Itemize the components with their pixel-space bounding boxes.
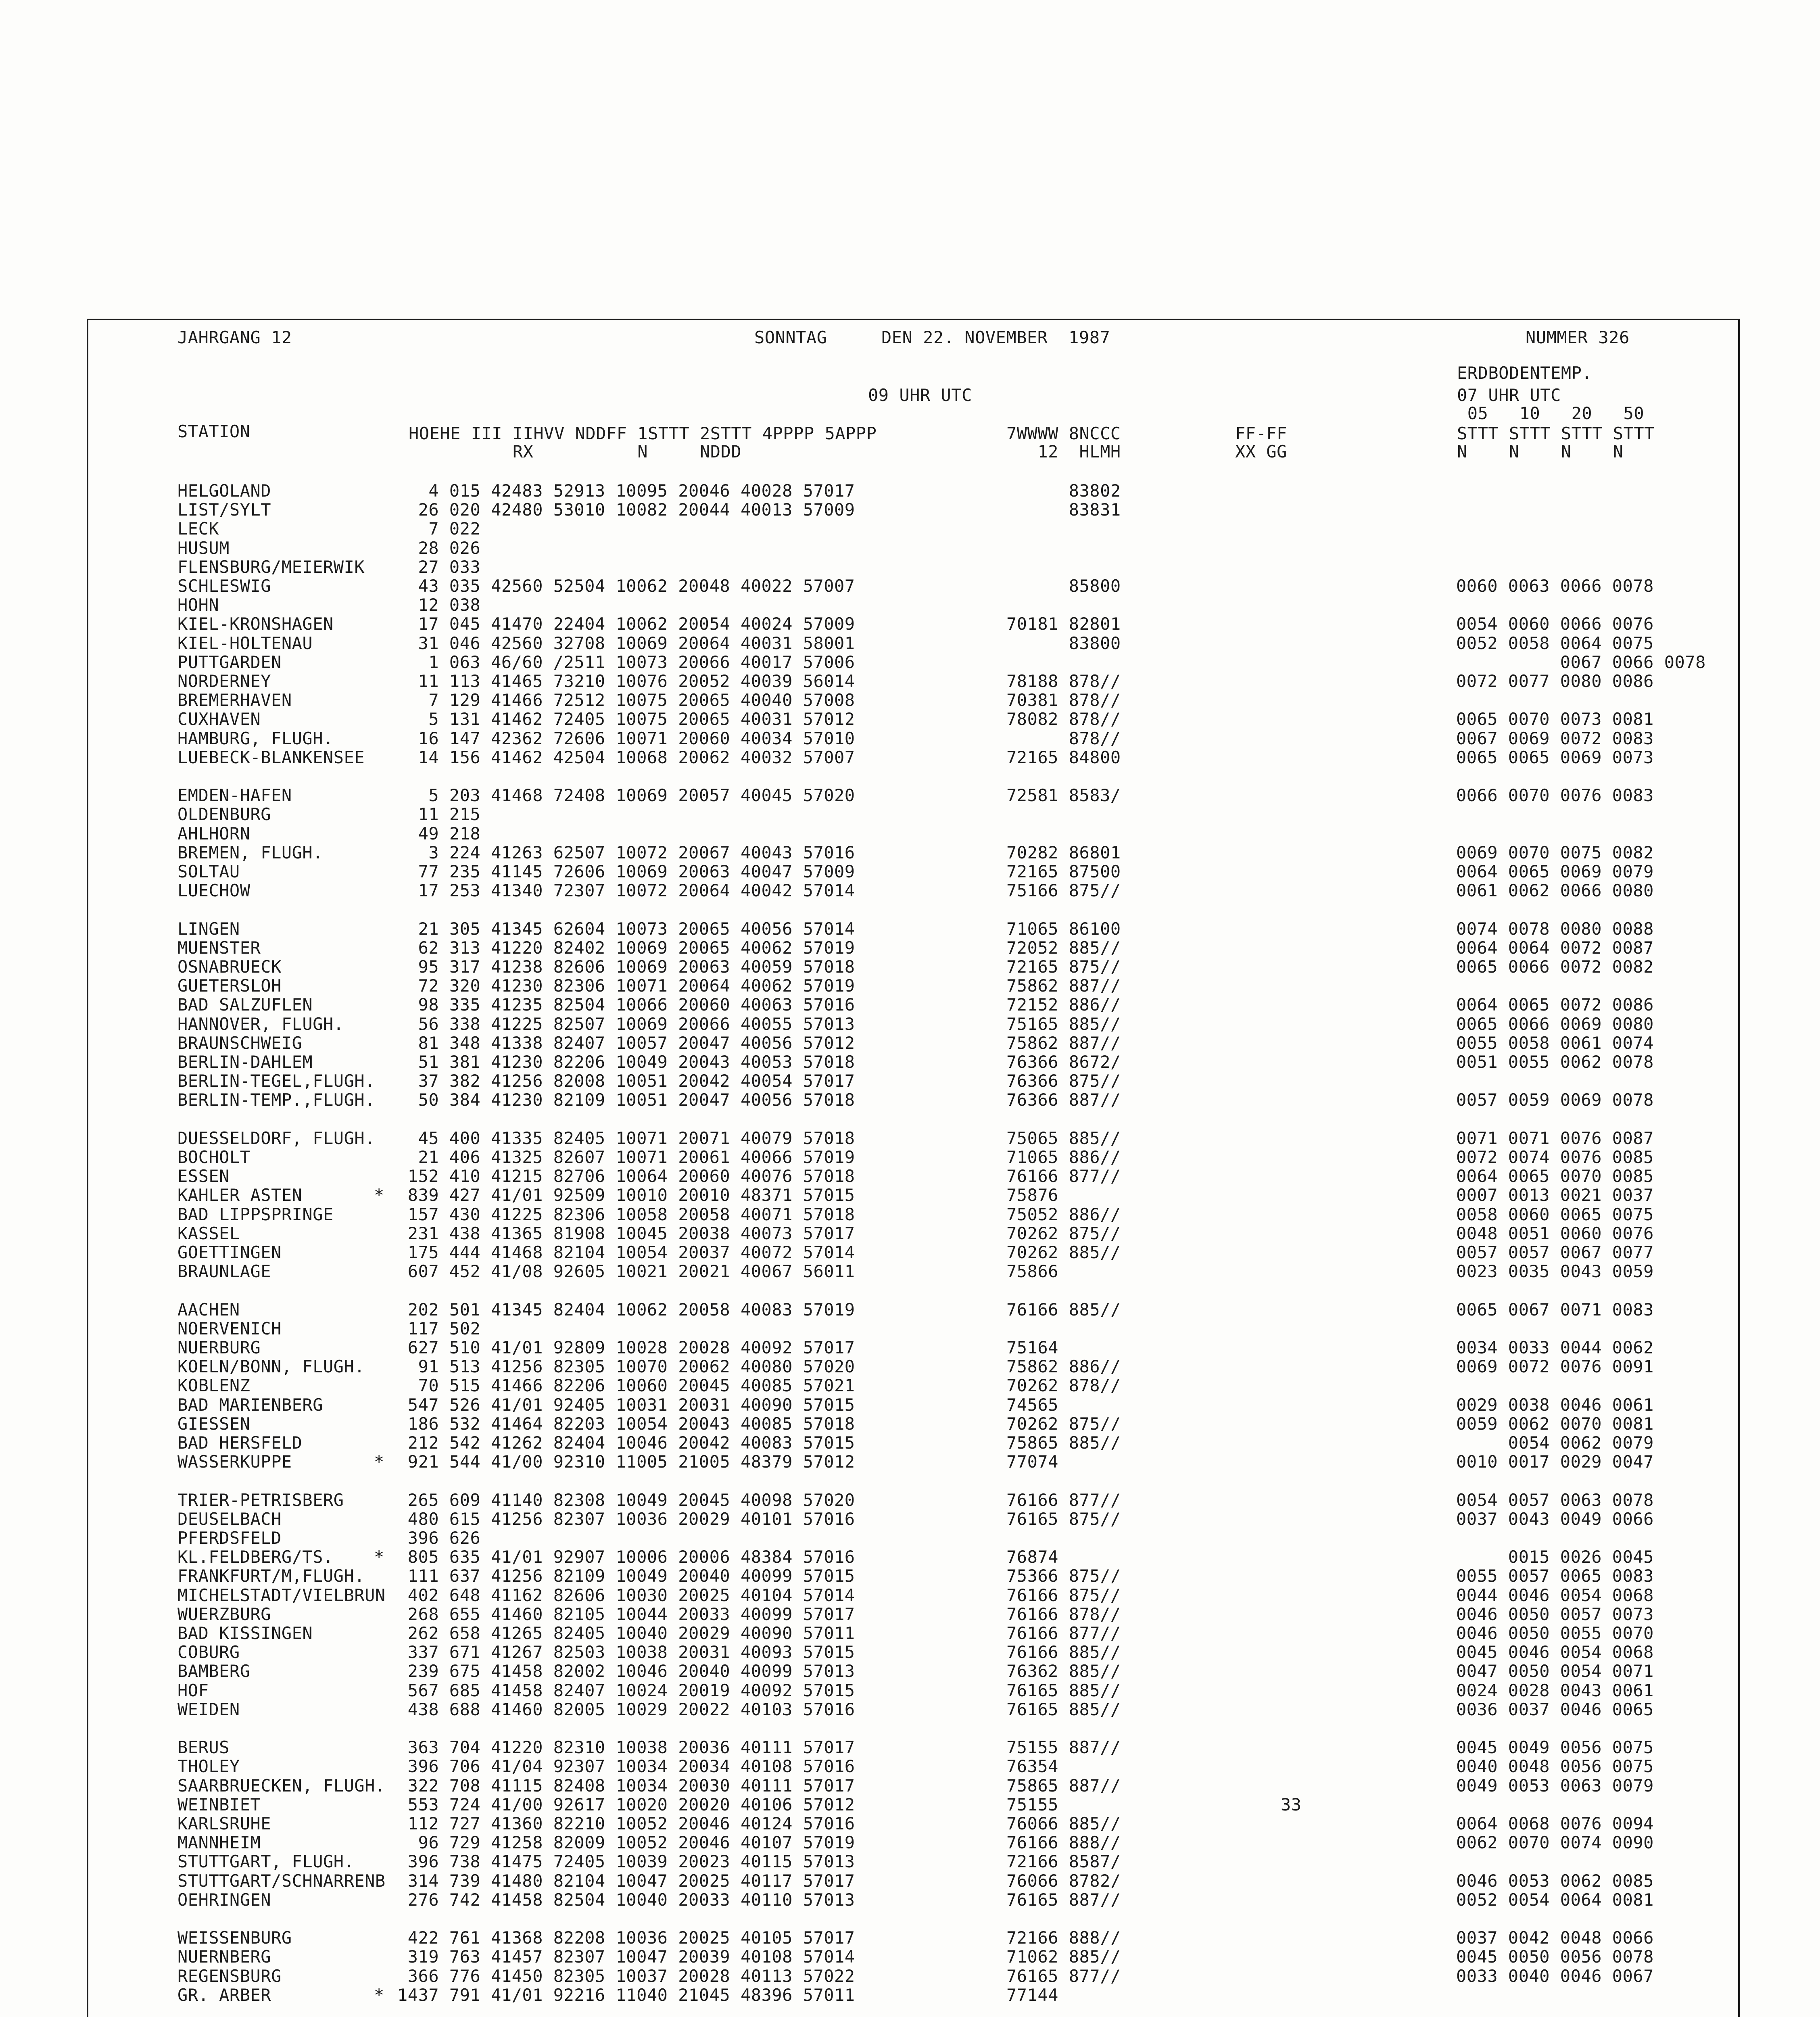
soil-temps: 0054 0062 0079 (1456, 1433, 1654, 1453)
weather-code: 75865 887// (1006, 1775, 1121, 1796)
soil-temps: 0044 0046 0054 0068 (1456, 1585, 1654, 1605)
obs-values: 175 444 41468 82104 10054 20037 40072 57014 (397, 1242, 855, 1262)
soil-temps: 0065 0066 0069 0080 (1456, 1014, 1654, 1034)
obs-values: 422 761 41368 82208 10036 20025 40105 57017 (397, 1928, 855, 1948)
weather-code: 75862 886// (1006, 1357, 1121, 1377)
weather-code: 76366 875// (1006, 1071, 1121, 1091)
obs-values: 17 253 41340 72307 10072 20064 40042 57014 (397, 881, 855, 901)
obs-values: 265 609 41140 82308 10049 20045 40098 57020 (397, 1490, 855, 1510)
obs-values: 27 033 (397, 557, 481, 577)
station-name: FRANKFURT/M,FLUGH. (177, 1566, 365, 1586)
station-name: TRIER-PETRISBERG (177, 1490, 344, 1510)
weather-code: 75166 875// (1006, 881, 1121, 901)
station-name: KASSEL (177, 1223, 240, 1243)
station-name: BRAUNLAGE (177, 1261, 271, 1282)
weather-code: 78188 878// (1006, 671, 1121, 691)
station-name: HOHN (177, 595, 219, 615)
soil-temps: 0054 0060 0066 0076 (1456, 614, 1654, 634)
soil-temps: 0061 0062 0066 0080 (1456, 881, 1654, 901)
obs-values: 1437 791 41/01 92216 11040 21045 48396 57011 (397, 1985, 855, 2005)
weather-code: 75155 (1006, 1794, 1058, 1814)
weather-code: 83800 (1006, 633, 1121, 653)
obs-values: 396 706 41/04 92307 10034 20034 40108 57016 (397, 1756, 855, 1777)
weather-code: 76362 885// (1006, 1661, 1121, 1681)
station-name: BERLIN-TEMP.,FLUGH. (177, 1090, 375, 1110)
soil-temps: 0065 0070 0073 0081 (1456, 709, 1654, 729)
weather-code: 76165 875// (1006, 1509, 1121, 1529)
gust-value: 33 (1281, 1794, 1302, 1814)
soil-temps: 0062 0070 0074 0090 (1456, 1833, 1654, 1853)
obs-values: 319 763 41457 82307 10047 20039 40108 57014 (397, 1947, 855, 1967)
soil-temps: 0049 0053 0063 0079 (1456, 1775, 1654, 1796)
station-name: WEIDEN (177, 1699, 240, 1719)
weather-code: 83831 (1006, 500, 1121, 520)
obs-values: 91 513 41256 82305 10070 20062 40080 57020 (397, 1357, 855, 1377)
station-name: BRAUNSCHWEIG (177, 1033, 303, 1053)
soil-codes-header: STTT STTT STTT STTT (1457, 424, 1655, 443)
soil-temps: 0058 0060 0065 0075 (1456, 1204, 1654, 1224)
obs-values: 231 438 41365 81908 10045 20038 40073 57017 (397, 1223, 855, 1243)
station-name: WASSERKUPPE (177, 1452, 292, 1472)
mountain-marker: * (374, 1985, 384, 2005)
weather-code: 85800 (1006, 576, 1121, 596)
obs-values: 553 724 41/00 92617 10020 20020 40106 57012 (397, 1794, 855, 1814)
weather-code: 75862 887// (1006, 976, 1121, 996)
soil-temps: 0065 0066 0072 0082 (1456, 957, 1654, 977)
soil-temps: 0055 0057 0065 0083 (1456, 1566, 1654, 1586)
station-name: DUESSELDORF, FLUGH. (177, 1128, 375, 1148)
weather-columns-subheader: 12 HLMH (1006, 442, 1121, 461)
soil-temps: 0064 0065 0072 0086 (1456, 995, 1654, 1015)
station-name: STUTTGART, FLUGH. (177, 1852, 355, 1872)
station-name: ESSEN (177, 1166, 230, 1186)
obs-values: 11 113 41465 73210 10076 20052 40039 56014 (397, 671, 855, 691)
obs-values: 21 305 41345 62604 10073 20065 40056 57014 (397, 919, 855, 939)
weather-code: 70262 885// (1006, 1242, 1121, 1262)
weather-code: 76165 885// (1006, 1699, 1121, 1719)
station-name: LUECHOW (177, 881, 250, 901)
obs-values: 627 510 41/01 92809 10028 20028 40092 57017 (397, 1338, 855, 1357)
station-name: LINGEN (177, 919, 240, 939)
weather-code: 72581 8583/ (1006, 785, 1121, 806)
obs-values: 276 742 41458 82504 10040 20033 40110 57013 (397, 1890, 855, 1910)
soil-depths: 05 10 20 50 (1457, 403, 1645, 423)
obs-values: 366 776 41450 82305 10037 20028 40113 57022 (397, 1966, 855, 1986)
obs-values: 607 452 41/08 92605 10021 20021 40067 56011 (397, 1261, 855, 1282)
weather-code: 71062 885// (1006, 1947, 1121, 1967)
weather-code: 78082 878// (1006, 709, 1121, 729)
weather-code: 75366 875// (1006, 1566, 1121, 1586)
soil-temps: 0059 0062 0070 0081 (1456, 1414, 1654, 1434)
obs-values: 805 635 41/01 92907 10006 20006 48384 57016 (397, 1547, 855, 1567)
soil-temps: 0048 0051 0060 0076 (1456, 1223, 1654, 1243)
station-name: HUSUM (177, 538, 230, 558)
soil-temps: 0057 0057 0067 0077 (1456, 1242, 1654, 1262)
weather-code: 76166 877// (1006, 1490, 1121, 1510)
obs-values: 239 675 41458 82002 10046 20040 40099 57013 (397, 1661, 855, 1681)
station-name: GR. ARBER (177, 1985, 271, 2005)
obs-values: 95 317 41238 82606 10069 20063 40059 57018 (397, 957, 855, 977)
station-name: BAMBERG (177, 1661, 250, 1681)
obs-values: 45 400 41335 82405 10071 20071 40079 57018 (397, 1128, 855, 1148)
obs-values: 363 704 41220 82310 10038 20036 40111 57017 (397, 1737, 855, 1758)
station-name: FLENSBURG/MEIERWIK (177, 557, 365, 577)
station-name: NORDERNEY (177, 671, 271, 691)
obs-values: 5 203 41468 72408 10069 20057 40045 57020 (397, 785, 855, 806)
station-name: DEUSELBACH (177, 1509, 282, 1529)
weather-code: 75065 885// (1006, 1128, 1121, 1148)
weather-code: 76066 8782/ (1006, 1871, 1121, 1891)
weather-code: 70262 878// (1006, 1376, 1121, 1396)
weather-code: 72166 8587/ (1006, 1852, 1121, 1872)
station-name: BOCHOLT (177, 1147, 250, 1167)
station-name: STUTTGART/SCHNARRENB (177, 1871, 386, 1891)
obs-values: 112 727 41360 82210 10052 20046 40124 57016 (397, 1814, 855, 1833)
soil-temps: 0015 0026 0045 (1456, 1547, 1654, 1567)
obs-values: 438 688 41460 82005 10029 20022 40103 57016 (397, 1699, 855, 1719)
obs-values: 4 015 42483 52913 10095 20046 40028 57017 (397, 481, 855, 501)
weather-code: 76165 885// (1006, 1680, 1121, 1700)
station-name: HOF (177, 1680, 209, 1700)
weather-code: 75862 887// (1006, 1033, 1121, 1053)
soil-temps: 0057 0059 0069 0078 (1456, 1090, 1654, 1110)
soil-temps: 0047 0050 0054 0071 (1456, 1661, 1654, 1681)
station-name: HELGOLAND (177, 481, 271, 501)
station-name: LECK (177, 519, 219, 539)
weather-code: 76366 8672/ (1006, 1052, 1121, 1072)
station-name: OLDENBURG (177, 804, 271, 825)
weather-code: 76354 (1006, 1756, 1058, 1777)
weather-code: 72165 87500 (1006, 862, 1121, 881)
obs-values: 12 038 (397, 595, 481, 615)
soil-temp-time: 07 UHR UTC (1457, 385, 1561, 405)
soil-temps: 0040 0048 0056 0075 (1456, 1756, 1654, 1777)
obs-values: 17 045 41470 22404 10062 20054 40024 57009 (397, 614, 855, 634)
station-name: SCHLESWIG (177, 576, 271, 596)
obs-values: 11 215 (397, 804, 481, 825)
obs-values: 839 427 41/01 92509 10010 20010 48371 57015 (397, 1185, 855, 1205)
main-columns-header: HOEHE III IIHVV NDDFF 1STTT 2STTT 4PPPP 5APPP (409, 424, 877, 443)
soil-temps: 0060 0063 0066 0078 (1456, 576, 1654, 596)
station-name: GIESSEN (177, 1414, 250, 1434)
station-name: BREMERHAVEN (177, 690, 292, 710)
soil-temps: 0052 0058 0064 0075 (1456, 633, 1654, 653)
weather-code: 71065 886// (1006, 1147, 1121, 1167)
station-name: SOLTAU (177, 862, 240, 881)
obs-values: 186 532 41464 82203 10054 20043 40085 57018 (397, 1414, 855, 1434)
obs-values: 322 708 41115 82408 10034 20030 40111 57017 (397, 1775, 855, 1796)
observation-time: 09 UHR UTC (868, 385, 972, 405)
soil-temps: 0072 0077 0080 0086 (1456, 671, 1654, 691)
station-name: LIST/SYLT (177, 500, 271, 520)
obs-values: 396 626 (397, 1528, 481, 1548)
weather-columns-header: 7WWWW 8NCCC (1006, 424, 1121, 443)
station-name: GUETERSLOH (177, 976, 282, 996)
station-name: GOETTINGEN (177, 1242, 282, 1262)
weather-code: 75165 885// (1006, 1014, 1121, 1034)
soil-temps: 0052 0054 0064 0081 (1456, 1890, 1654, 1910)
soil-temps: 0074 0078 0080 0088 (1456, 919, 1654, 939)
weather-code: 76166 875// (1006, 1585, 1121, 1605)
station-header: STATION (177, 422, 250, 441)
soil-temps: 0010 0017 0029 0047 (1456, 1452, 1654, 1472)
weather-code: 70262 875// (1006, 1223, 1121, 1243)
soil-temps: 0067 0066 0078 (1456, 652, 1706, 672)
obs-values: 7 022 (397, 519, 481, 539)
obs-values: 37 382 41256 82008 10051 20042 40054 57017 (397, 1071, 855, 1091)
weather-code: 72152 886// (1006, 995, 1121, 1015)
station-name: KOBLENZ (177, 1376, 250, 1396)
soil-temps: 0064 0065 0070 0085 (1456, 1166, 1654, 1186)
weather-code: 74565 (1006, 1395, 1058, 1415)
weather-code: 76166 877// (1006, 1166, 1121, 1186)
obs-values: 51 381 41230 82206 10049 20043 40053 57018 (397, 1052, 855, 1072)
obs-values: 402 648 41162 82606 10030 20025 40104 57014 (397, 1585, 855, 1605)
station-name: KIEL-HOLTENAU (177, 633, 313, 653)
obs-values: 49 218 (397, 823, 481, 844)
weather-code: 76166 885// (1006, 1299, 1121, 1320)
station-name: REGENSBURG (177, 1966, 282, 1986)
obs-values: 480 615 41256 82307 10036 20029 40101 57016 (397, 1509, 855, 1529)
obs-values: 547 526 41/01 92405 10031 20031 40090 57015 (397, 1395, 855, 1415)
weather-code: 76166 878// (1006, 1604, 1121, 1624)
station-name: PFERDSFELD (177, 1528, 282, 1548)
wind-gust-subheader: XX GG (1235, 442, 1287, 461)
station-name: BERLIN-TEGEL,FLUGH. (177, 1071, 375, 1091)
station-name: NOERVENICH (177, 1318, 282, 1338)
soil-temps: 0067 0069 0072 0083 (1456, 728, 1654, 748)
soil-temps: 0046 0050 0057 0073 (1456, 1604, 1654, 1624)
station-name: BERLIN-DAHLEM (177, 1052, 313, 1072)
weather-code: 72166 888// (1006, 1928, 1121, 1948)
station-name: EMDEN-HAFEN (177, 785, 292, 806)
soil-temps: 0069 0072 0076 0091 (1456, 1357, 1654, 1377)
station-name: KIEL-KRONSHAGEN (177, 614, 334, 634)
weather-code: 76166 877// (1006, 1623, 1121, 1643)
weather-code: 76166 888// (1006, 1833, 1121, 1853)
weather-code: 72165 84800 (1006, 747, 1121, 767)
station-name: SAARBRUECKEN, FLUGH. (177, 1775, 386, 1796)
obs-values: 1 063 46/60 /2511 10073 20066 40017 57006 (397, 652, 855, 672)
obs-values: 202 501 41345 82404 10062 20058 40083 57019 (397, 1299, 855, 1320)
obs-values: 81 348 41338 82407 10057 20047 40056 57012 (397, 1033, 855, 1053)
soil-temps: 0037 0042 0048 0066 (1456, 1928, 1654, 1948)
weather-code: 76165 887// (1006, 1890, 1121, 1910)
obs-values: 26 020 42480 53010 10082 20044 40013 57009 (397, 500, 855, 520)
weather-code: 76066 885// (1006, 1814, 1121, 1833)
soil-temps: 0033 0040 0046 0067 (1456, 1966, 1654, 1986)
weather-code: 72165 875// (1006, 957, 1121, 977)
obs-values: 567 685 41458 82407 10024 20019 40092 57015 (397, 1680, 855, 1700)
station-name: BAD LIPPSPRINGE (177, 1204, 334, 1224)
soil-temps: 0069 0070 0075 0082 (1456, 842, 1654, 862)
station-name: WEISSENBURG (177, 1928, 292, 1948)
weather-code: 878// (1006, 728, 1121, 748)
weather-code: 77144 (1006, 1985, 1058, 2005)
station-name: THOLEY (177, 1756, 240, 1777)
weather-code: 70282 86801 (1006, 842, 1121, 862)
station-name: KL.FELDBERG/TS. (177, 1547, 334, 1567)
obs-values: 3 224 41263 62507 10072 20067 40043 57016 (397, 842, 855, 862)
soil-temps: 0046 0050 0055 0070 (1456, 1623, 1654, 1643)
weather-code: 75164 (1006, 1338, 1058, 1357)
station-name: WEINBIET (177, 1794, 261, 1814)
soil-temps: 0007 0013 0021 0037 (1456, 1185, 1654, 1205)
weather-code: 76874 (1006, 1547, 1058, 1567)
soil-temps: 0064 0065 0069 0079 (1456, 862, 1654, 881)
obs-values: 921 544 41/00 92310 11005 21005 48379 57012 (397, 1452, 855, 1472)
obs-values: 70 515 41466 82206 10060 20045 40085 57021 (397, 1376, 855, 1396)
soil-temps: 0037 0043 0049 0066 (1456, 1509, 1654, 1529)
soil-temps: 0023 0035 0043 0059 (1456, 1261, 1654, 1282)
soil-temps: 0064 0064 0072 0087 (1456, 938, 1654, 958)
obs-values: 28 026 (397, 538, 481, 558)
station-name: BREMEN, FLUGH. (177, 842, 324, 862)
soil-temps: 0065 0067 0071 0083 (1456, 1299, 1654, 1320)
weather-code: 76165 877// (1006, 1966, 1121, 1986)
weather-code: 76166 885// (1006, 1642, 1121, 1662)
soil-temps: 0029 0038 0046 0061 (1456, 1395, 1654, 1415)
soil-temps: 0064 0068 0076 0094 (1456, 1814, 1654, 1833)
weather-code: 77074 (1006, 1452, 1058, 1472)
station-name: HANNOVER, FLUGH. (177, 1014, 344, 1034)
obs-values: 396 738 41475 72405 10039 20023 40115 57013 (397, 1852, 855, 1872)
weather-code: 70381 878// (1006, 690, 1121, 710)
soil-temp-title: ERDBODENTEMP. (1457, 363, 1592, 383)
station-name: WUERZBURG (177, 1604, 271, 1624)
obs-values: 56 338 41225 82507 10069 20066 40055 57013 (397, 1014, 855, 1034)
obs-values: 337 671 41267 82503 10038 20031 40093 57015 (397, 1642, 855, 1662)
obs-values: 5 131 41462 72405 10075 20065 40031 57012 (397, 709, 855, 729)
station-name: BAD KISSINGEN (177, 1623, 313, 1643)
main-columns-subheader: RX N NDDD (409, 442, 742, 461)
obs-values: 111 637 41256 82109 10049 20040 40099 57015 (397, 1566, 855, 1586)
station-name: HAMBURG, FLUGH. (177, 728, 334, 748)
station-name: CUXHAVEN (177, 709, 261, 729)
weather-code: 70262 875// (1006, 1414, 1121, 1434)
soil-temps: 0034 0033 0044 0062 (1456, 1338, 1654, 1357)
obs-values: 43 035 42560 52504 10062 20048 40022 57007 (397, 576, 855, 596)
station-name: MANNHEIM (177, 1833, 261, 1853)
obs-values: 268 655 41460 82105 10044 20033 40099 57017 (397, 1604, 855, 1624)
station-name: AACHEN (177, 1299, 240, 1320)
obs-values: 14 156 41462 42504 10068 20062 40032 57007 (397, 747, 855, 767)
obs-values: 314 739 41480 82104 10047 20025 40117 57017 (397, 1871, 855, 1891)
station-name: BAD HERSFELD (177, 1433, 303, 1453)
station-name: AHLHORN (177, 823, 250, 844)
soil-codes-subheader: N N N N (1457, 442, 1624, 461)
station-name: OSNABRUECK (177, 957, 282, 977)
station-name: OEHRINGEN (177, 1890, 271, 1910)
mountain-marker: * (374, 1452, 384, 1472)
station-name: NUERBURG (177, 1338, 261, 1357)
soil-temps: 0045 0049 0056 0075 (1456, 1737, 1654, 1758)
soil-temps: 0072 0074 0076 0085 (1456, 1147, 1654, 1167)
soil-temps: 0065 0065 0069 0073 (1456, 747, 1654, 767)
station-name: LUEBECK-BLANKENSEE (177, 747, 365, 767)
weather-code: 83802 (1006, 481, 1121, 501)
soil-temps: 0036 0037 0046 0065 (1456, 1699, 1654, 1719)
obs-values: 21 406 41325 82607 10071 20061 40066 57019 (397, 1147, 855, 1167)
obs-values: 157 430 41225 82306 10058 20058 40071 57018 (397, 1204, 855, 1224)
day-label: SONNTAG (754, 328, 827, 347)
weather-code: 71065 86100 (1006, 919, 1121, 939)
station-name: COBURG (177, 1642, 240, 1662)
obs-values: 117 502 (397, 1318, 481, 1338)
obs-values: 72 320 41230 82306 10071 20064 40062 57019 (397, 976, 855, 996)
wind-gust-header: FF-FF (1235, 424, 1287, 443)
station-name: KAHLER ASTEN (177, 1185, 303, 1205)
obs-values: 152 410 41215 82706 10064 20060 40076 57018 (397, 1166, 855, 1186)
station-name: BERUS (177, 1737, 230, 1758)
soil-temps: 0055 0058 0061 0074 (1456, 1033, 1654, 1053)
obs-values: 62 313 41220 82402 10069 20065 40062 57019 (397, 938, 855, 958)
obs-values: 31 046 42560 32708 10069 20064 40031 58001 (397, 633, 855, 653)
obs-values: 7 129 41466 72512 10075 20065 40040 57008 (397, 690, 855, 710)
mountain-marker: * (374, 1547, 384, 1567)
weather-code: 70181 82801 (1006, 614, 1121, 634)
weather-code: 75052 886// (1006, 1204, 1121, 1224)
station-name: BAD SALZUFLEN (177, 995, 313, 1015)
soil-temps: 0066 0070 0076 0083 (1456, 785, 1654, 806)
station-name: KOELN/BONN, FLUGH. (177, 1357, 365, 1377)
soil-temps: 0054 0057 0063 0078 (1456, 1490, 1654, 1510)
station-name: PUTTGARDEN (177, 652, 282, 672)
obs-values: 77 235 41145 72606 10069 20063 40047 57009 (397, 862, 855, 881)
obs-values: 16 147 42362 72606 10071 20060 40034 57010 (397, 728, 855, 748)
soil-temps: 0024 0028 0043 0061 (1456, 1680, 1654, 1700)
station-name: MUENSTER (177, 938, 261, 958)
obs-values: 96 729 41258 82009 10052 20046 40107 57019 (397, 1833, 855, 1853)
soil-temps: 0051 0055 0062 0078 (1456, 1052, 1654, 1072)
weather-code: 76366 887// (1006, 1090, 1121, 1110)
weather-code: 75865 885// (1006, 1433, 1121, 1453)
soil-temps: 0045 0046 0054 0068 (1456, 1642, 1654, 1662)
mountain-marker: * (374, 1185, 384, 1205)
date-label: DEN 22. NOVEMBER 1987 (881, 328, 1110, 347)
obs-values: 212 542 41262 82404 10046 20042 40083 57015 (397, 1433, 855, 1453)
obs-values: 98 335 41235 82504 10066 20060 40063 57016 (397, 995, 855, 1015)
soil-temps: 0046 0053 0062 0085 (1456, 1871, 1654, 1891)
station-name: KARLSRUHE (177, 1814, 271, 1833)
weather-code: 75876 (1006, 1185, 1058, 1205)
obs-values: 50 384 41230 82109 10051 20047 40056 57018 (397, 1090, 855, 1110)
station-name: MICHELSTADT/VIELBRUN (177, 1585, 386, 1605)
year-label: JAHRGANG 12 (177, 328, 292, 347)
weather-code: 75866 (1006, 1261, 1058, 1282)
obs-values: 262 658 41265 82405 10040 20029 40090 57011 (397, 1623, 855, 1643)
weather-code: 75155 887// (1006, 1737, 1121, 1758)
soil-temps: 0071 0071 0076 0087 (1456, 1128, 1654, 1148)
station-name: NUERNBERG (177, 1947, 271, 1967)
station-name: BAD MARIENBERG (177, 1395, 324, 1415)
weather-code: 72052 885// (1006, 938, 1121, 958)
soil-temps: 0045 0050 0056 0078 (1456, 1947, 1654, 1967)
issue-number: NUMMER 326 (1526, 328, 1630, 347)
